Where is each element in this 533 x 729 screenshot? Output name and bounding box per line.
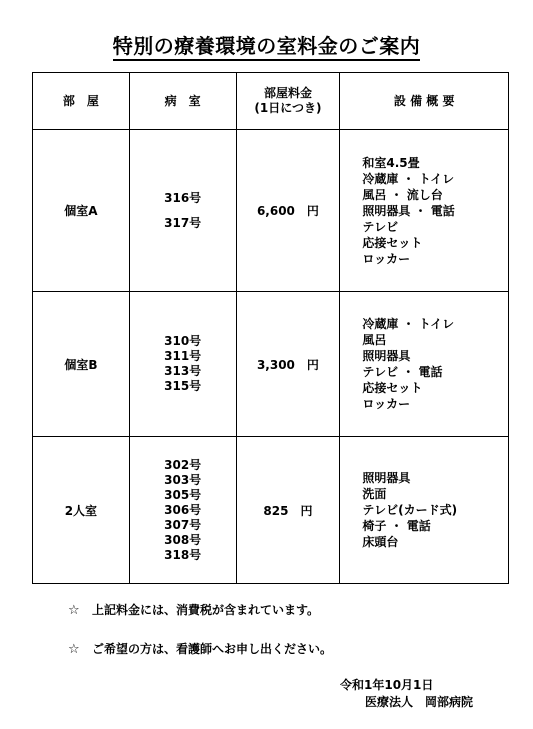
- equipment-item: 照明器具: [362, 471, 411, 485]
- equipment-list: [340, 437, 509, 584]
- header-room: 部 屋: [33, 73, 130, 130]
- document-footer: [340, 677, 473, 711]
- room-number: 317号: [164, 215, 202, 230]
- room-number: 313号: [164, 364, 202, 378]
- header-fee-line1: 部屋料金: [263, 86, 312, 100]
- room-number: 308号: [164, 532, 202, 547]
- equipment-item: 床頭台: [362, 535, 399, 549]
- equipment-list: [340, 130, 509, 292]
- equipment-item: テレビ ・ 電話: [362, 365, 443, 379]
- room-number: 318号: [164, 547, 202, 562]
- room-number: 307号: [164, 517, 202, 532]
- table-header-row: [33, 73, 509, 130]
- equipment-item: 冷蔵庫 ・ トイレ: [362, 171, 455, 186]
- equipment-list: [340, 292, 509, 437]
- room-type: 2人室: [33, 437, 130, 584]
- equipment-item: 応接セット: [362, 381, 423, 395]
- room-price: 6,600 円: [236, 130, 340, 292]
- header-equipment: 設 備 概 要: [340, 73, 509, 130]
- header-fee: [236, 73, 340, 130]
- room-numbers: [129, 292, 236, 437]
- room-price: 825 円: [236, 437, 340, 584]
- table-row: [33, 130, 509, 292]
- room-fee-table: [32, 72, 509, 584]
- room-number: 306号: [164, 502, 202, 517]
- equipment-item: 応接セット: [362, 235, 423, 250]
- note-tax: [68, 601, 319, 618]
- room-number: 316号: [164, 190, 202, 205]
- room-number: 311号: [164, 349, 202, 363]
- header-fee-line2: (1日につき): [254, 101, 322, 115]
- equipment-item: 洗面: [362, 487, 387, 501]
- issue-date: 令和1年10月1日: [340, 678, 434, 692]
- equipment-item: ロッカー: [362, 397, 411, 411]
- page-title: [0, 30, 533, 59]
- table-row: [33, 437, 509, 584]
- note-text: 上記料金には、消費税が含まれています。: [92, 603, 320, 617]
- star-icon: ☆: [68, 603, 80, 618]
- equipment-item: 冷蔵庫 ・ トイレ: [362, 317, 455, 331]
- note-request: [68, 640, 332, 657]
- table-row: [33, 292, 509, 437]
- room-number: 303号: [164, 472, 202, 487]
- room-number: 302号: [164, 457, 202, 472]
- room-number: 315号: [164, 379, 202, 393]
- equipment-item: 椅子 ・ 電話: [362, 519, 431, 533]
- equipment-item: 和室4.5畳: [362, 155, 420, 170]
- equipment-item: ロッカー: [362, 251, 411, 266]
- room-price: 3,300 円: [236, 292, 340, 437]
- note-text: ご希望の方は、看護師へお申し出ください。: [92, 642, 333, 656]
- equipment-item: 風呂 ・ 流し台: [362, 187, 443, 202]
- equipment-item: 照明器具 ・ 電話: [362, 203, 455, 218]
- equipment-item: 風呂: [362, 333, 387, 347]
- header-ward: 病 室: [129, 73, 236, 130]
- room-type: 個室B: [33, 292, 130, 437]
- star-icon: ☆: [68, 642, 80, 657]
- equipment-item: テレビ(カード式): [362, 503, 458, 517]
- room-number: 305号: [164, 487, 202, 502]
- room-type: 個室A: [33, 130, 130, 292]
- equipment-item: 照明器具: [362, 349, 411, 363]
- room-numbers: [129, 130, 236, 292]
- page-title-text: 特別の療養環境の室料金のご案内: [113, 34, 421, 61]
- room-number: 310号: [164, 334, 202, 348]
- room-numbers: [129, 437, 236, 584]
- equipment-item: テレビ: [362, 219, 399, 234]
- organization-name: 医療法人 岡部病院: [365, 695, 474, 709]
